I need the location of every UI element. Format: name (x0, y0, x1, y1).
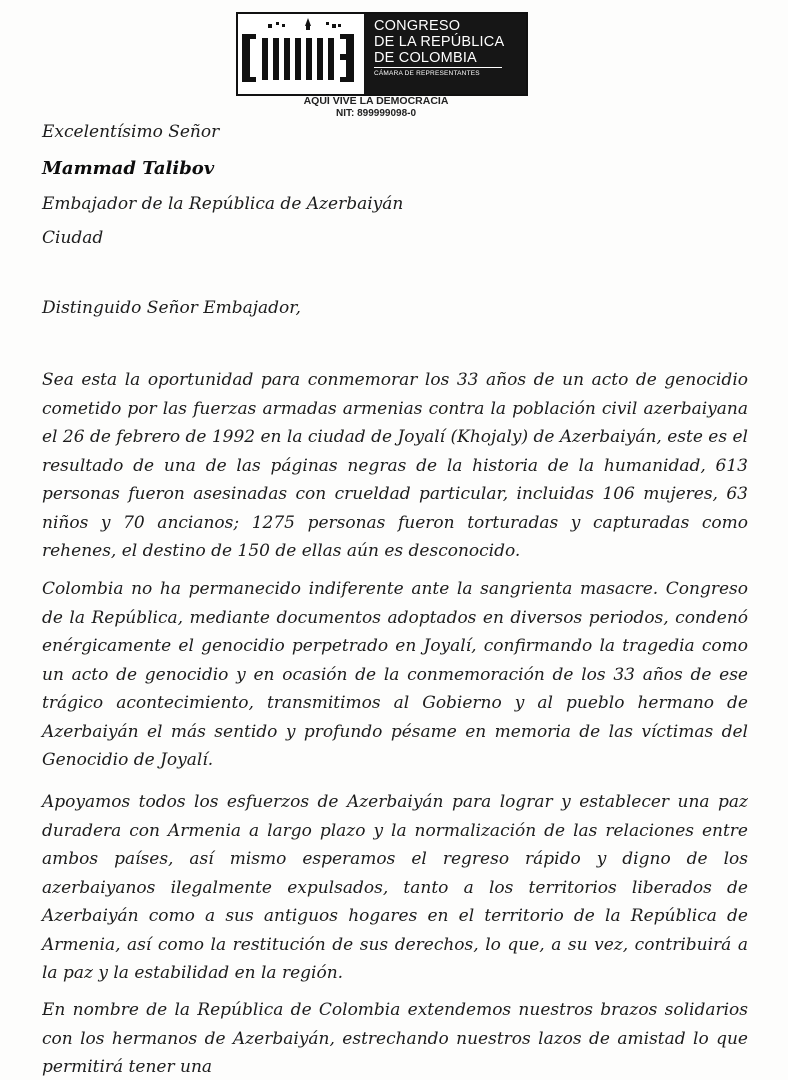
letterhead (236, 12, 526, 120)
paragraph-3: Apoyamos todos los esfuerzos de Azerbaiyán para lograr y establecer una paz duradera con Armenia a largo plazo y la normalización de las relaciones entre ambos países, así mismo esperamos el regreso rápido y digno de los azerbaiyanos ilegalmente expulsados, tanto a los territorios liberados de Azerbaiyán como a sus antiguos hogares en el territorio de la República de Armenia, así como la restitución de sus derechos, lo que, a su vez, contribuirá a la paz y la estabilidad en la región. (42, 792, 748, 983)
nit-number: NIT: 899999098-0 (335, 108, 417, 119)
congress-name-block (364, 14, 526, 94)
recipient-name: Mammad Talibov (42, 158, 215, 179)
honorific: Excelentísimo Señor (42, 122, 220, 142)
paragraph-4: En nombre de la República de Colombia extendemos nuestros brazos solidarios con los hermanos de Azerbaiyán, estrechando nuestros lazos de amistad lo que permitirá tener una (42, 1000, 748, 1077)
congress-logo (236, 12, 528, 96)
greeting: Distinguido Señor Embajador, (42, 298, 301, 318)
congress-name-line-3: DE COLOMBIA (374, 50, 502, 68)
motto: AQUÍ VIVE LA DEMOCRACIA (303, 95, 449, 107)
recipient-title: Embajador de la República de Azerbaiyán (42, 194, 404, 214)
capitol-building-icon (238, 14, 364, 90)
chamber-subtitle: CÁMARA DE REPRESENTANTES (374, 70, 480, 77)
paragraph-2: Colombia no ha permanecido indiferente ante la sangrienta masacre. Congreso de la República, mediante documentos adoptados en diversos periodos, condenó enérgicamente el genocidio perpetrado en Joyalí, confirmando la tragedia como un acto de genocidio y en ocasión de la conmemoración de los 33 años de ese trágico acontecimiento, transmitimos al Gobierno y al pueblo hermano de Azerbaiyán el más sentido y profundo pésame en memoria de las víctimas del Genocidio de Joyalí. (42, 579, 748, 770)
recipient-city: Ciudad (42, 228, 104, 248)
congress-name-line-1: CONGRESO (374, 18, 461, 34)
paragraph-1: Sea esta la oportunidad para conmemorar los 33 años de un acto de genocidio cometido por las fuerzas armadas armenias contra la población civil azerbaiyana el 26 de febrero de 1992 en la ciudad de Joyalí (Khojaly) de Azerbaiyán, este es el resultado de una de las páginas negras de la historia de la humanidad, 613 personas fueron asesinadas con crueldad particular, incluidas 106 mujeres, 63 niños y 70 ancianos; 1275 personas fueron torturadas y capturadas como rehenes, el destino de 150 de ellas aún es desconocido. (42, 370, 748, 561)
congress-name-line-2: DE LA REPÚBLICA (374, 34, 505, 50)
